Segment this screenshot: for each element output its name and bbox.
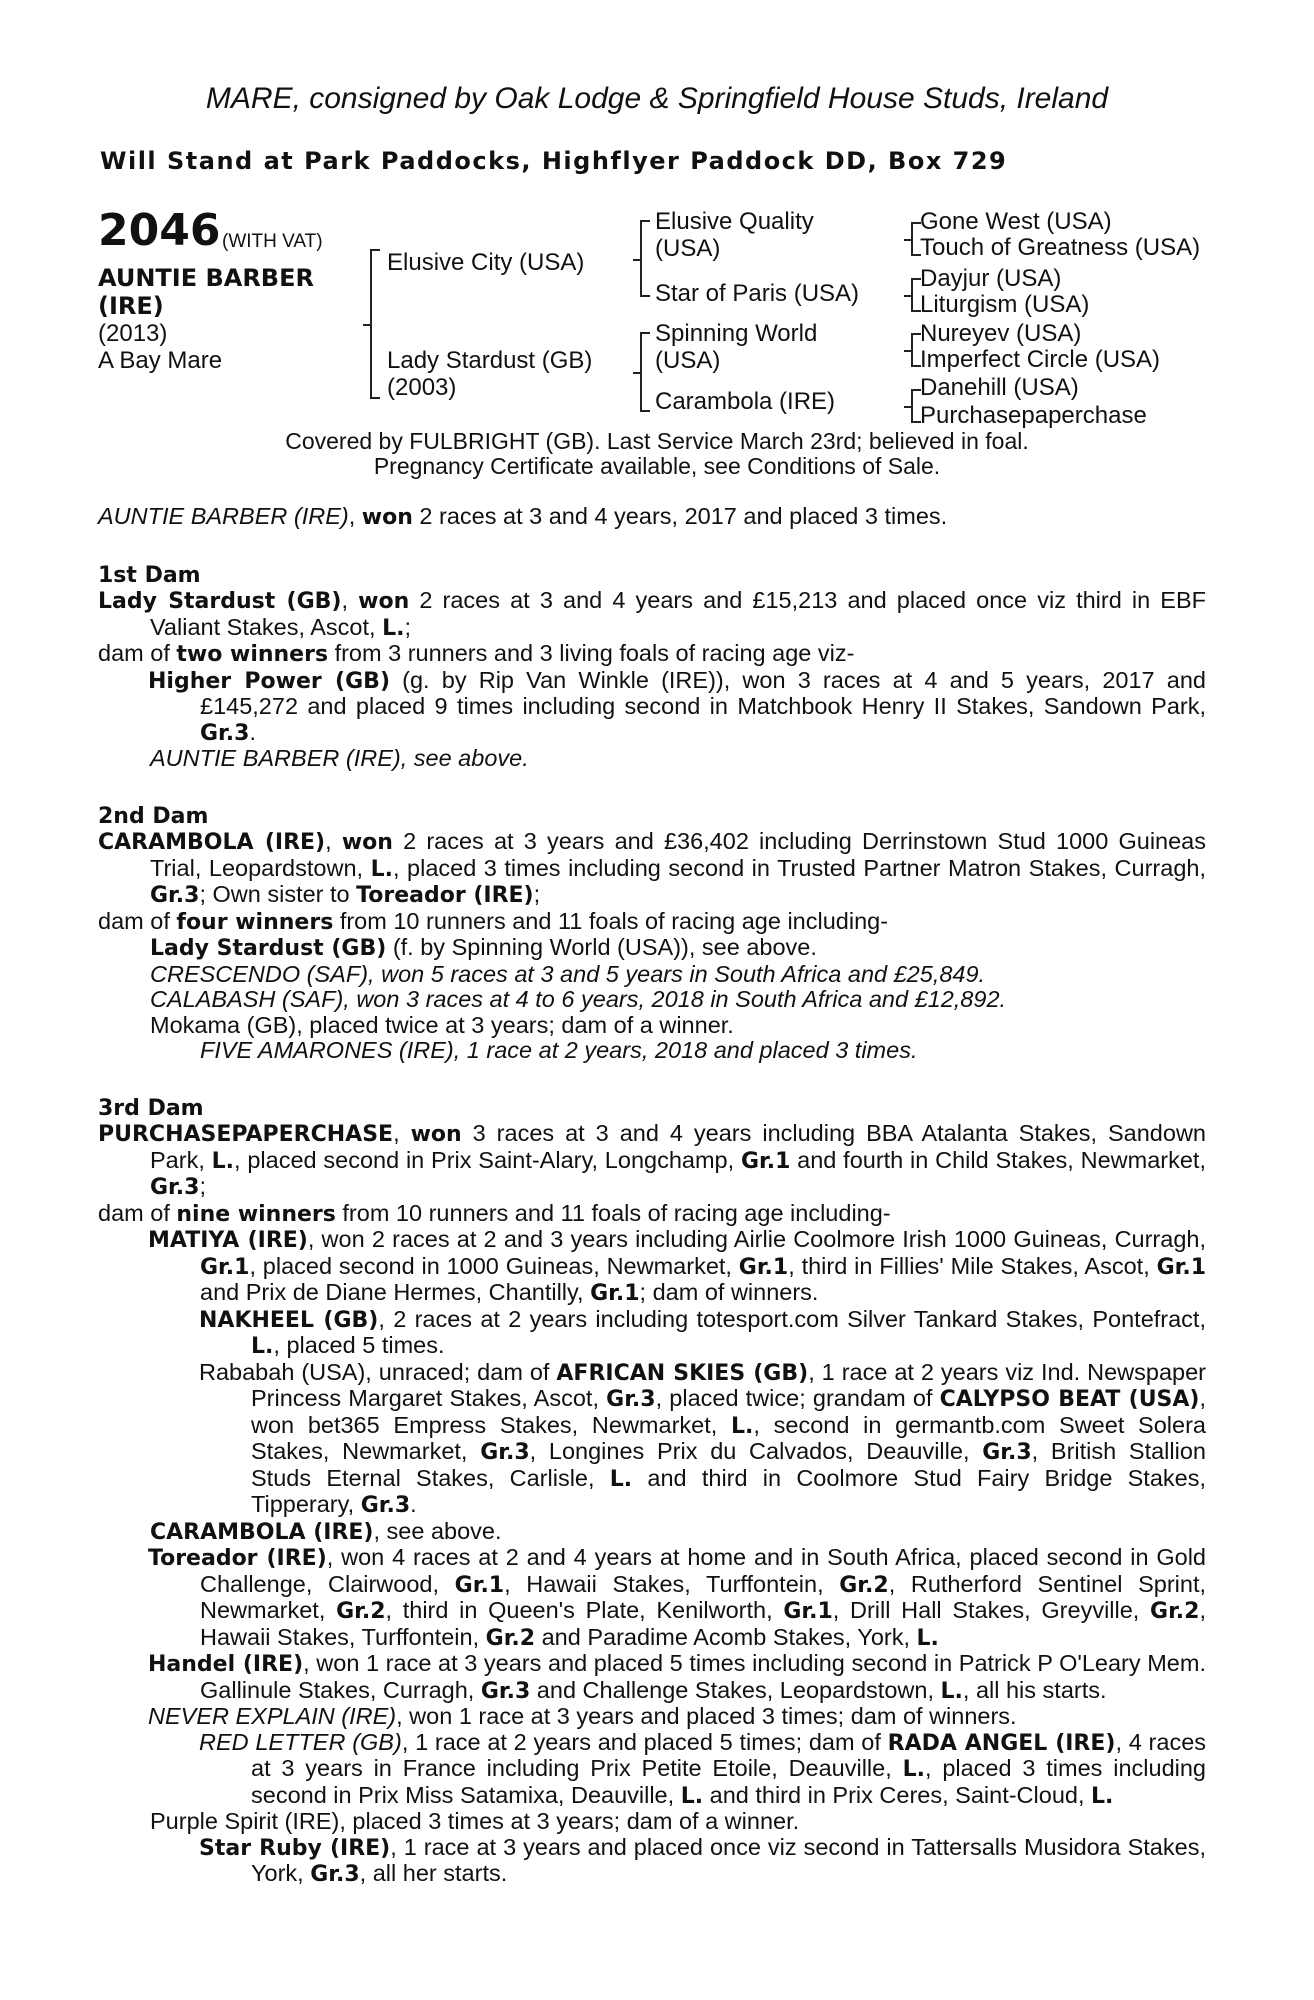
- pedigree-sire-sire: Elusive Quality: [655, 208, 814, 235]
- horse-year: (2013): [98, 320, 168, 347]
- pedigree-ssd: Touch of Greatness (USA): [920, 234, 1201, 261]
- first-dam-produce: dam of two winners from 3 runners and 3 living foals of racing age viz-: [98, 640, 855, 667]
- third-dam-record: PURCHASEPAPERCHASE, won 3 races at 3 and 4 years including BBA Atalanta Stakes, Sandown Park, L., placed second in Prix Saint-Alary, Longchamp, Gr.1 and fourth in Child Stakes, Newmarket, Gr.3;: [98, 1120, 1206, 1200]
- vat-note: (WITH VAT): [222, 231, 323, 252]
- second-dam-foal: Mokama (GB), placed twice at 3 years; dam of a winner.: [150, 1011, 734, 1038]
- second-dam-foal: CALABASH (SAF), won 3 races at 4 to 6 years, 2018 in South Africa and £12,892.: [150, 986, 1007, 1012]
- horse-name: AUNTIE BARBER: [98, 264, 314, 292]
- pedigree-dam-sire-country: (USA): [655, 347, 721, 374]
- third-dam-grandfoal: Rababah (USA), unraced; dam of AFRICAN SKIES (GB), 1 race at 2 years viz Ind. Newspaper Princess Margaret Stakes, Ascot, Gr.3, placed twice; grandam of CALYPSO BEAT (USA), won bet365 Empress Stakes, Newmarket, L., second in germantb.com Sweet Solera Stakes, Newmarket, Gr.3, Longines Prix du Calvados, Deauville, Gr.3, British Stallion Studs Eternal Stakes, Carlisle, L. and third in Coolmore Stud Fairy Bridge Stakes, Tipperary, Gr.3.: [199, 1358, 1207, 1518]
- pedigree-brace: [640, 332, 650, 412]
- third-dam-foal: MATIYA (IRE), won 2 races at 2 and 3 years including Airlie Coolmore Irish 1000 Guineas, Curragh, Gr.1, placed second in 1000 Guineas, Newmarket, Gr.1, third in Fillies' Mile Stakes, Ascot, Gr.1 and Prix de Diane Hermes, Chantilly, Gr.1; dam of winners.: [148, 1226, 1206, 1306]
- pedigree-sds: Dayjur (USA): [920, 265, 1062, 292]
- pedigree-sire-sire-country: (USA): [655, 235, 721, 262]
- third-dam-foal: Handel (IRE), won 1 race at 3 years and placed 5 times including second in Patrick P O'Leary Mem. Gallinule Stakes, Curragh, Gr.3 and Challenge Stakes, Leopardstown, L., all his starts.: [148, 1650, 1206, 1704]
- third-dam-grandfoal: NAKHEEL (GB), 2 races at 2 years including totesport.com Silver Tankard Stakes, Pontefract, L., placed 5 times.: [199, 1305, 1206, 1359]
- pedigree-dam: Lady Stardust (GB): [387, 347, 593, 374]
- third-dam-foal: Purple Spirit (IRE), placed 3 times at 3 years; dam of a winner.: [150, 1808, 800, 1834]
- summary-line: AUNTIE BARBER (IRE), won 2 races at 3 and 4 years, 2017 and placed 3 times.: [98, 503, 948, 530]
- pedigree-dam-year: (2003): [387, 374, 457, 401]
- horse-description: A Bay Mare: [98, 347, 223, 374]
- consignor-line: MARE, consigned by Oak Lodge & Springfield House Studs, Ireland: [205, 82, 1109, 115]
- first-dam-heading: 1st Dam: [98, 562, 201, 588]
- second-dam-heading: 2nd Dam: [98, 803, 209, 829]
- pedigree-sdd: Liturgism (USA): [920, 291, 1090, 318]
- covered-note: Covered by FULBRIGHT (GB). Last Service March 23rd; believed in foal.: [285, 428, 1029, 454]
- second-dam-produce: dam of four winners from 10 runners and 11 foals of racing age including-: [98, 907, 889, 935]
- first-dam-foal: AUNTIE BARBER (IRE), see above.: [150, 745, 529, 771]
- third-dam-foal: CARAMBOLA (IRE), see above.: [150, 1517, 502, 1545]
- second-dam-grandfoal: FIVE AMARONES (IRE), 1 race at 2 years, 2018 and placed 3 times.: [200, 1037, 918, 1063]
- pedigree-dam-sire: Spinning World: [655, 320, 818, 347]
- pedigree-dds: Danehill (USA): [920, 374, 1079, 401]
- pedigree-dsd: Imperfect Circle (USA): [920, 346, 1161, 373]
- stand-location: Will Stand at Park Paddocks, Highflyer Paddock DD, Box 729: [100, 147, 1008, 175]
- third-dam-foal: NEVER EXPLAIN (IRE), won 1 race at 3 years and placed 3 times; dam of winners.: [148, 1703, 1017, 1729]
- first-dam-foal: Higher Power (GB) (g. by Rip Van Winkle (IRE)), won 3 races at 4 and 5 years, 2017 and £145,272 and placed 9 times including second in Matchbook Henry II Stakes, Sandown Park, Gr.3.: [148, 666, 1206, 746]
- pedigree-sire: Elusive City (USA): [387, 249, 585, 276]
- third-dam-grandfoal: RED LETTER (GB), 1 race at 2 years and placed 5 times; dam of RADA ANGEL (IRE), 4 races at 3 years in France including Prix Petite Etoile, Deauville, L., placed 3 times including second in Prix Miss Satamixa, Deauville, L. and third in Prix Ceres, Saint-Cloud, L.: [199, 1728, 1207, 1809]
- pedigree-dam-dam: Carambola (IRE): [655, 388, 836, 415]
- pedigree-sire-dam: Star of Paris (USA): [655, 280, 860, 307]
- third-dam-grandfoal: Star Ruby (IRE), 1 race at 3 years and placed once viz second in Tattersalls Musidora Stakes, York, Gr.3, all her starts.: [199, 1833, 1206, 1887]
- catalogue-body: [98, 504, 1206, 1888]
- pedigree-brace: [370, 249, 380, 399]
- third-dam-foal: Toreador (IRE), won 4 races at 2 and 4 years at home and in South Africa, placed second in Gold Challenge, Clairwood, Gr.1, Hawaii Stakes, Turffontein, Gr.2, Rutherford Sentinel Sprint, Newmarket, Gr.2, third in Queen's Plate, Kenilworth, Gr.1, Drill Hall Stakes, Greyville, Gr.2, Hawaii Stakes, Turffontein, Gr.2 and Paradime Acomb Stakes, York, L.: [148, 1544, 1207, 1651]
- first-dam-record: Lady Stardust (GB), won 2 races at 3 and 4 years and £15,213 and placed once viz third in EBF Valiant Stakes, Ascot, L.;: [98, 587, 1207, 641]
- second-dam-foal: CRESCENDO (SAF), won 5 races at 3 and 5 years in South Africa and £25,849.: [150, 960, 986, 987]
- third-dam-produce: dam of nine winners from 10 runners and 11 foals of racing age including-: [98, 1199, 891, 1227]
- pregnancy-note: Pregnancy Certificate available, see Conditions of Sale.: [373, 453, 941, 479]
- horse-name-country: (IRE): [98, 292, 164, 320]
- pedigree-dss: Nureyev (USA): [920, 320, 1082, 347]
- pedigree-sss: Gone West (USA): [920, 208, 1112, 235]
- pedigree-ddd: Purchasepaperchase: [920, 402, 1147, 429]
- second-dam-record: CARAMBOLA (IRE), won 2 races at 3 years and £36,402 including Derrinstown Stud 1000 Guineas Trial, Leopardstown, L., placed 3 times including second in Trusted Partner Matron Stakes, Curragh, Gr.3; Own sister to Toreador (IRE);: [98, 828, 1206, 908]
- pedigree-brace: [640, 220, 650, 297]
- lot-number: 2046: [98, 205, 221, 256]
- second-dam-foal: Lady Stardust (GB) (f. by Spinning World (USA)), see above.: [150, 934, 817, 961]
- third-dam-heading: 3rd Dam: [98, 1095, 204, 1121]
